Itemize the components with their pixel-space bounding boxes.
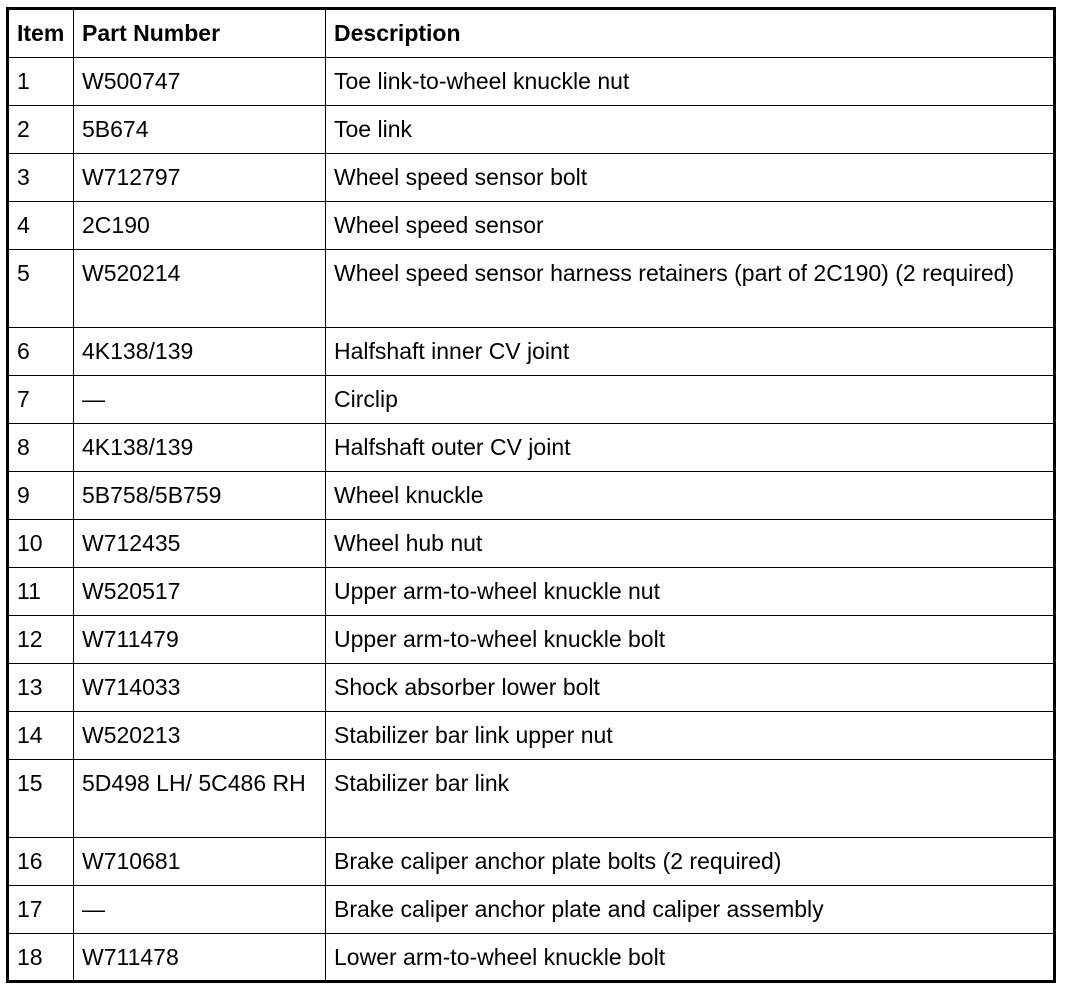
table-row	[8, 202, 1055, 250]
cell-description: Wheel speed sensor harness retainers (part of 2C190) (2 required)	[326, 250, 1055, 328]
cell-description: Lower arm-to-wheel knuckle bolt	[326, 934, 1055, 982]
cell-part-number: W520214	[74, 250, 326, 328]
cell-part-number: 4K138/139	[74, 424, 326, 472]
cell-part-number: W711479	[74, 616, 326, 664]
cell-part-number: 5D498 LH/ 5C486 RH	[74, 760, 326, 838]
cell-description: Wheel speed sensor	[326, 202, 1055, 250]
cell-part-number: 2C190	[74, 202, 326, 250]
cell-description: Halfshaft outer CV joint	[326, 424, 1055, 472]
cell-part-number: W714033	[74, 664, 326, 712]
cell-part-number: W520213	[74, 712, 326, 760]
table-header	[8, 9, 1055, 58]
cell-item: 10	[8, 520, 74, 568]
header-row	[8, 9, 1055, 58]
cell-item: 15	[8, 760, 74, 838]
cell-item: 4	[8, 202, 74, 250]
cell-item: 8	[8, 424, 74, 472]
cell-part-number: 5B674	[74, 106, 326, 154]
cell-description: Brake caliper anchor plate bolts (2 required)	[326, 838, 1055, 886]
cell-item: 3	[8, 154, 74, 202]
table-row	[8, 376, 1055, 424]
cell-description: Shock absorber lower bolt	[326, 664, 1055, 712]
cell-item: 13	[8, 664, 74, 712]
cell-description: Stabilizer bar link upper nut	[326, 712, 1055, 760]
table-row	[8, 760, 1055, 838]
table-row	[8, 250, 1055, 328]
parts-table	[6, 7, 1056, 983]
cell-description: Halfshaft inner CV joint	[326, 328, 1055, 376]
cell-description: Stabilizer bar link	[326, 760, 1055, 838]
cell-item: 11	[8, 568, 74, 616]
table-body	[8, 58, 1055, 982]
cell-description: Wheel speed sensor bolt	[326, 154, 1055, 202]
cell-item: 1	[8, 58, 74, 106]
table-row	[8, 712, 1055, 760]
cell-description: Circlip	[326, 376, 1055, 424]
cell-item: 14	[8, 712, 74, 760]
cell-item: 17	[8, 886, 74, 934]
table-row	[8, 664, 1055, 712]
table-row	[8, 616, 1055, 664]
cell-description: Upper arm-to-wheel knuckle bolt	[326, 616, 1055, 664]
cell-description: Toe link	[326, 106, 1055, 154]
cell-part-number: 5B758/5B759	[74, 472, 326, 520]
cell-part-number: —	[74, 886, 326, 934]
cell-part-number: W520517	[74, 568, 326, 616]
table-row	[8, 424, 1055, 472]
table-row	[8, 154, 1055, 202]
table-row	[8, 106, 1055, 154]
table-row	[8, 520, 1055, 568]
cell-part-number: 4K138/139	[74, 328, 326, 376]
cell-description: Toe link-to-wheel knuckle nut	[326, 58, 1055, 106]
cell-item: 6	[8, 328, 74, 376]
header-description: Description	[326, 9, 1055, 58]
cell-part-number: W500747	[74, 58, 326, 106]
cell-item: 2	[8, 106, 74, 154]
table-row	[8, 934, 1055, 982]
header-part-number: Part Number	[74, 9, 326, 58]
cell-item: 5	[8, 250, 74, 328]
cell-part-number: W712797	[74, 154, 326, 202]
cell-item: 16	[8, 838, 74, 886]
cell-item: 9	[8, 472, 74, 520]
cell-description: Wheel hub nut	[326, 520, 1055, 568]
cell-description: Upper arm-to-wheel knuckle nut	[326, 568, 1055, 616]
cell-description: Brake caliper anchor plate and caliper assembly	[326, 886, 1055, 934]
cell-part-number: W710681	[74, 838, 326, 886]
table-row	[8, 472, 1055, 520]
table-row	[8, 58, 1055, 106]
header-item: Item	[8, 9, 74, 58]
table-row	[8, 838, 1055, 886]
cell-part-number: W712435	[74, 520, 326, 568]
table-row	[8, 886, 1055, 934]
cell-part-number: —	[74, 376, 326, 424]
cell-item: 18	[8, 934, 74, 982]
cell-item: 12	[8, 616, 74, 664]
cell-part-number: W711478	[74, 934, 326, 982]
cell-item: 7	[8, 376, 74, 424]
table-row	[8, 568, 1055, 616]
table-row	[8, 328, 1055, 376]
cell-description: Wheel knuckle	[326, 472, 1055, 520]
